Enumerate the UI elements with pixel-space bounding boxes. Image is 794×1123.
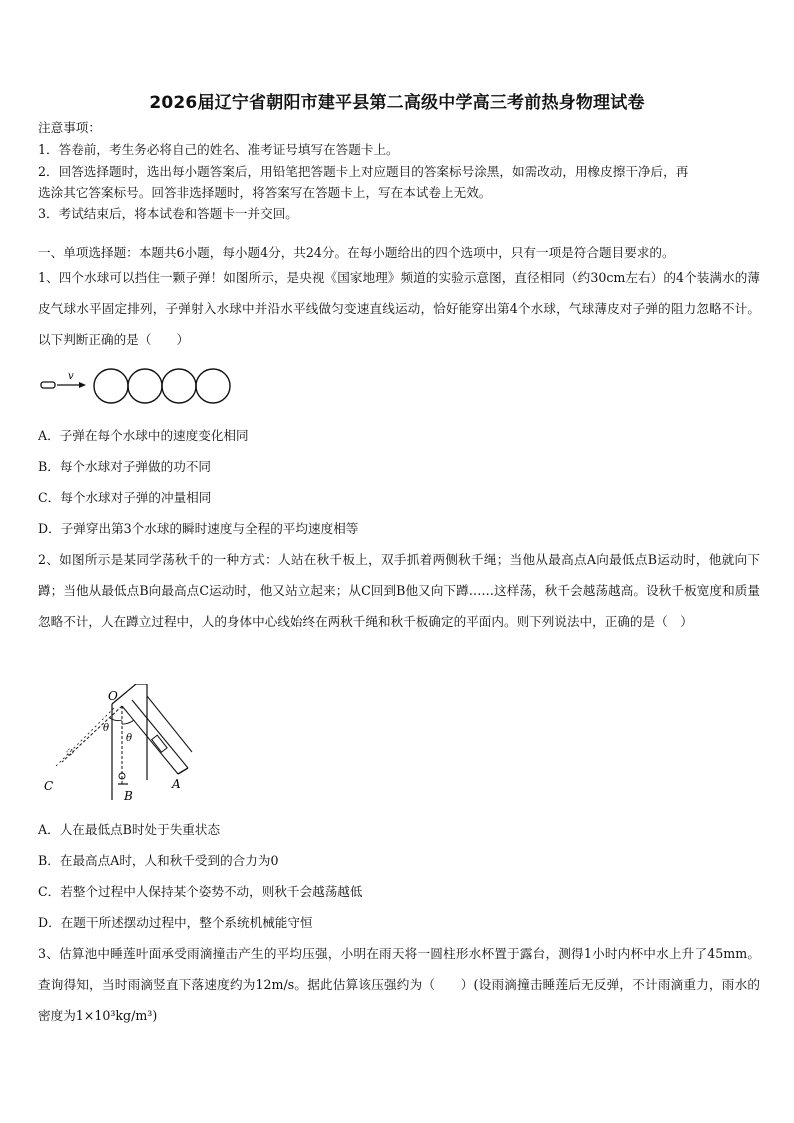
- question-2-figure: [36, 684, 196, 804]
- water-balloon-3: [162, 369, 196, 403]
- label-o: O: [108, 689, 118, 703]
- question-1-option-d: D．子弹穿出第3个水球的瞬时速度与全程的平均速度相等: [38, 521, 359, 536]
- water-balloon-1: [94, 369, 128, 403]
- section-heading: 一、单项选择题：本题共6小题，每小题4分，共24分。在每小题给出的四个选项中，只有一项是符合题目要求的。: [38, 245, 675, 260]
- question-1-stem: 1、四个水球可以挡住一颗子弹！如图所示，是央视《国家地理》频道的实验示意图，直径相同（约30cm左右）的4个装满水的薄皮气球水平固定排列，子弹射入水球中并沿水平线做匀变速直线运动，恰好能穿出第4个水球，气球薄皮对子弹的阻力忽略不计。以下判断正确的是（ ）: [38, 270, 760, 347]
- question-1-option-a: A．子弹在每个水球中的速度变化相同: [38, 428, 249, 443]
- notice-item-1: 1．答卷前，考生务必将自己的姓名、准考证号填写在答题卡上。: [38, 142, 399, 157]
- question-2-option-a: A．人在最低点B时处于失重状态: [38, 822, 221, 837]
- question-3-stem: 3、估算池中睡莲叶面承受雨滴撞击产生的平均压强，小明在雨天将一圆柱形水杯置于露台，测得1小时内杯中水上升了45mm。查询得知，当时雨滴竖直下落速度约为12m/s。据此估算该压强约为（ ）(设雨滴撞击睡莲后无反弹，不计雨滴重力，雨水的密度为1×10³kg/m³): [38, 946, 760, 1023]
- label-b: B: [124, 789, 133, 803]
- notice-item-2: 2．回答选择题时，选出每小题答案后，用铅笔把答题卡上对应题目的答案标号涂黑，如需改动，用橡皮擦干净后，再: [38, 164, 689, 179]
- exam-title: 2026届辽宁省朝阳市建平县第二高级中学高三考前热身物理试卷: [149, 93, 645, 113]
- notice-item-3: 3．考试结束后，将本试卷和答题卡一并交回。: [38, 206, 298, 221]
- notice-heading: 注意事项：: [38, 120, 101, 135]
- notice-item-2-cont: 选涂其它答案标号。回答非选择题时，将答案写在答题卡上，写在本试卷上无效。: [38, 185, 492, 200]
- label-c: C: [44, 779, 54, 793]
- angle-arc-2: [122, 720, 134, 724]
- question-2-option-c: C．若整个过程中人保持某个姿势不动，则秋千会越荡越低: [38, 884, 363, 899]
- question-1-option-b: B．每个水球对子弹做的功不同: [38, 459, 211, 474]
- person-at-a: [152, 735, 167, 752]
- question-1-figure: [38, 366, 238, 410]
- question-2-stem: 2、如图所示是某同学荡秋千的一种方式：人站在秋千板上，双手抓着两侧秋千绳；当他从最高点A向最低点B运动时，他就向下蹲；当他从最低点B向最高点C运动时，他又站立起来；从C回到B他又向下蹲……这样荡，秋千会越荡越高。设秋千板宽度和质量忽略不计，人在蹲立过程中，人的身体中心线始终在两秋千绳和秋千板确定的平面内。则下列说法中，正确的是（ ）: [38, 552, 760, 629]
- velocity-label: v: [68, 371, 74, 382]
- water-balloon-2: [128, 369, 162, 403]
- question-2-option-d: D．在题干所述摆动过程中，整个系统机械能守恒: [38, 915, 313, 930]
- swing-rope-c: [62, 706, 122, 762]
- water-balloon-4: [196, 369, 230, 403]
- question-1-option-c: C．每个水球对子弹的冲量相同: [38, 490, 212, 505]
- label-theta-2: θ: [126, 733, 133, 744]
- question-2-option-b: B．在最高点A时，人和秋千受到的合力为0: [38, 853, 279, 868]
- label-a: A: [172, 777, 181, 791]
- bullet-icon: [41, 382, 55, 388]
- label-theta-1: θ: [103, 723, 110, 734]
